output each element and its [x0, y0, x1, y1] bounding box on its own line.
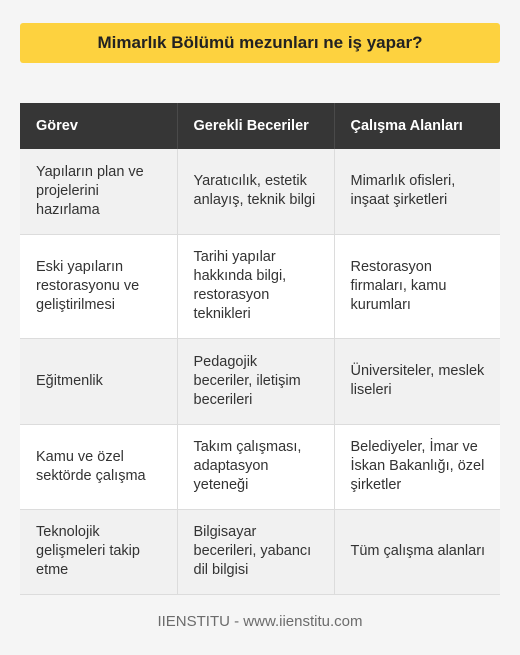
cell-gorev: Teknolojik gelişmeleri takip etme [20, 509, 177, 594]
careers-table [20, 103, 500, 595]
cell-alanlar: Üniversiteler, meslek liseleri [334, 338, 500, 424]
cell-gorev: Yapıların plan ve projelerini hazırlama [20, 149, 177, 234]
cell-alanlar: Restorasyon firmaları, kamu kurumları [334, 234, 500, 338]
cell-gorev: Eski yapıların restorasyonu ve geliştirilmesi [20, 234, 177, 338]
title-banner [20, 23, 500, 63]
cell-alanlar: Mimarlık ofisleri, inşaat şirketleri [334, 149, 500, 234]
cell-alanlar: Tüm çalışma alanları [334, 509, 500, 594]
table-header-row [20, 103, 500, 149]
cell-beceriler: Bilgisayar becerileri, yabancı dil bilgisi [177, 509, 334, 594]
header-gorev: Görev [20, 103, 177, 149]
table-row [20, 234, 500, 338]
cell-gorev: Eğitmenlik [20, 338, 177, 424]
cell-alanlar: Belediyeler, İmar ve İskan Bakanlığı, özel şirketler [334, 424, 500, 509]
cell-beceriler: Pedagojik beceriler, iletişim becerileri [177, 338, 334, 424]
footer-credit: IIENSTITU - www.iienstitu.com [157, 613, 363, 630]
cell-beceriler: Takım çalışması, adaptasyon yeteneği [177, 424, 334, 509]
cell-gorev: Kamu ve özel sektörde çalışma [20, 424, 177, 509]
table-row [20, 509, 500, 594]
header-beceriler: Gerekli Beceriler [177, 103, 334, 149]
table-row [20, 149, 500, 234]
page-title: Mimarlık Bölümü mezunları ne iş yapar? [97, 33, 423, 52]
table-row [20, 338, 500, 424]
cell-beceriler: Yaratıcılık, estetik anlayış, teknik bilgi [177, 149, 334, 234]
cell-beceriler: Tarihi yapılar hakkında bilgi, restorasyon teknikleri [177, 234, 334, 338]
header-alanlar: Çalışma Alanları [334, 103, 500, 149]
table-row [20, 424, 500, 509]
